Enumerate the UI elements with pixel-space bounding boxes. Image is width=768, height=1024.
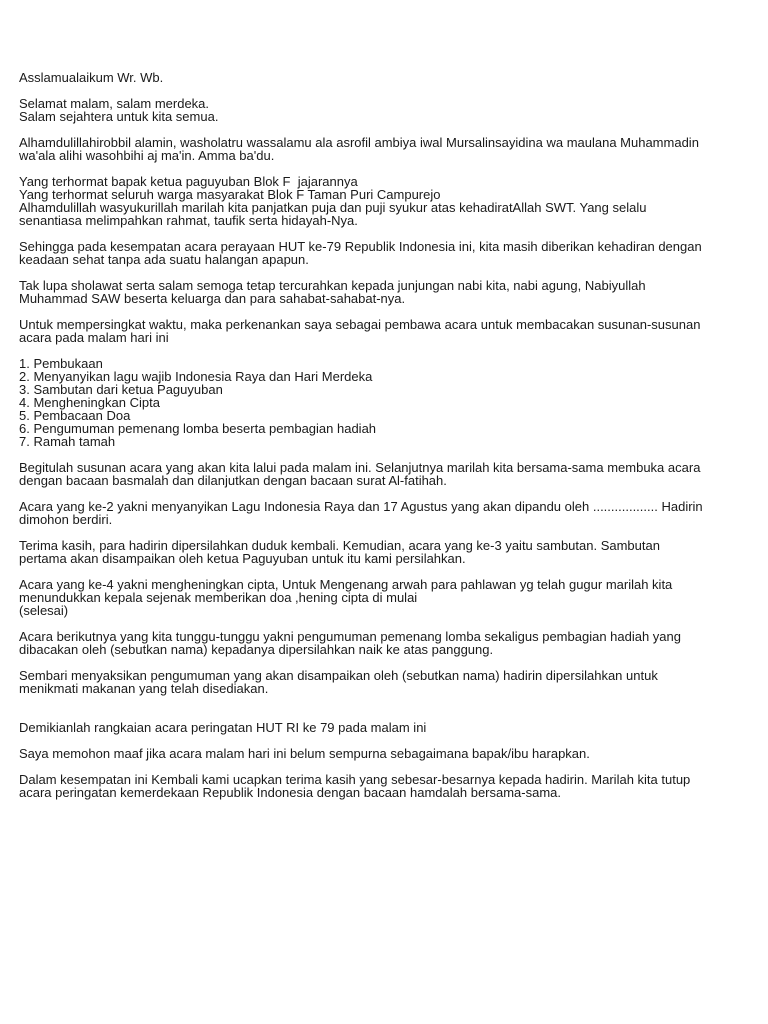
text-line: Muhammad SAW beserta keluarga dan para sahabat-sahabat-nya. [19, 291, 406, 306]
paragraph [19, 71, 759, 84]
text-line: 3. Sambutan dari ketua Paguyuban [19, 382, 223, 397]
text-line: Yang terhormat seluruh warga masyarakat Blok F Taman Puri Campurejo [19, 187, 441, 202]
text-line: 7. Ramah tamah [19, 434, 116, 449]
paragraph [19, 669, 759, 695]
text-line: 5. Pembacaan Doa [19, 408, 131, 423]
text-line: 1. Pembukaan [19, 356, 103, 371]
paragraph [19, 136, 759, 162]
paragraph [19, 721, 759, 734]
text-line: dimohon berdiri. [19, 512, 113, 527]
text-line: Acara berikutnya yang kita tunggu-tunggu yakni pengumuman pemenang lomba sekaligus pembagian hadiah yang [19, 629, 681, 644]
document-body [19, 71, 759, 812]
text-line: acara peringatan kemerdekaan Republik Indonesia dengan bacaan hamdalah bersama-sama. [19, 785, 562, 800]
text-line: Dalam kesempatan ini Kembali kami ucapkan terima kasih yang sebesar-besarnya kepada hadirin. Marilah kita tutup [19, 772, 691, 787]
text-line: dibacakan oleh (sebutkan nama) kepadanya dipersilahkan naik ke atas panggung. [19, 642, 494, 657]
text-line: wa'ala alihi wasohbihi aj ma'in. Amma ba'du. [19, 148, 275, 163]
text-line: Alhamdulillahirobbil alamin, washolatru wassalamu ala asrofil ambiya iwal Mursalinsayidina wa maulana Muhammadin [19, 135, 699, 150]
text-line: menikmati makanan yang telah disediakan. [19, 681, 269, 696]
text-line: Acara yang ke-4 yakni mengheningkan cipta, Untuk Mengenang arwah para pahlawan yg telah gugur marilah kita [19, 577, 673, 592]
paragraph [19, 318, 759, 344]
text-line: 4. Mengheningkan Cipta [19, 395, 160, 410]
paragraph [19, 279, 759, 305]
text-line: 2. Menyanyikan lagu wajib Indonesia Raya dan Hari Merdeka [19, 369, 373, 384]
text-line: Tak lupa sholawat serta salam semoga tetap tercurahkan kepada junjungan nabi kita, nabi agung, Nabiyullah [19, 278, 646, 293]
text-line: Selamat malam, salam merdeka. [19, 96, 210, 111]
paragraph [19, 97, 759, 123]
paragraph [19, 500, 759, 526]
text-line: (selesai) [19, 603, 69, 618]
text-line: Demikianlah rangkaian acara peringatan HUT RI ke 79 pada malam ini [19, 720, 427, 735]
text-line: dengan bacaan basmalah dan dilanjutkan dengan bacaan surat Al-fatihah. [19, 473, 447, 488]
paragraph [19, 773, 759, 799]
paragraph [19, 175, 759, 227]
text-line: Acara yang ke-2 yakni menyanyikan Lagu Indonesia Raya dan 17 Agustus yang akan dipandu oleh .................. Hadirin [19, 499, 703, 514]
text-line: keadaan sehat tanpa ada suatu halangan apapun. [19, 252, 309, 267]
text-line: Begitulah susunan acara yang akan kita lalui pada malam ini. Selanjutnya marilah kita bersama-sama membuka acara [19, 460, 701, 475]
paragraph [19, 630, 759, 656]
text-line: senantiasa melimpahkan rahmat, taufik serta hidayah-Nya. [19, 213, 358, 228]
text-line: Sehingga pada kesempatan acara perayaan HUT ke-79 Republik Indonesia ini, kita masih diberikan kehadiran dengan [19, 239, 702, 254]
text-line: Salam sejahtera untuk kita semua. [19, 109, 219, 124]
text-line: 6. Pengumuman pemenang lomba beserta pembagian hadiah [19, 421, 377, 436]
text-line: Untuk mempersingkat waktu, maka perkenankan saya sebagai pembawa acara untuk membacakan susunan-susunan [19, 317, 701, 332]
text-line: Alhamdulillah wasyukurillah marilah kita panjatkan puja dan puji syukur atas kehadiratAllah SWT. Yang selalu [19, 200, 647, 215]
text-line: Saya memohon maaf jika acara malam hari ini belum sempurna sebagaimana bapak/ibu harapkan. [19, 746, 590, 761]
text-line: Terima kasih, para hadirin dipersilahkan duduk kembali. Kemudian, acara yang ke-3 yaitu sambutan. Sambutan [19, 538, 660, 553]
paragraph [19, 747, 759, 760]
text-line: Asslamualaikum Wr. Wb. [19, 70, 164, 85]
paragraph [19, 240, 759, 266]
paragraph [19, 461, 759, 487]
text-line: menundukkan kepala sejenak memberikan doa ,hening cipta di mulai [19, 590, 418, 605]
paragraph [19, 357, 759, 448]
text-line: Yang terhormat bapak ketua paguyuban Blok F jajarannya [19, 174, 358, 189]
paragraph [19, 539, 759, 565]
text-line: pertama akan disampaikan oleh ketua Paguyuban untuk itu kami persilahkan. [19, 551, 466, 566]
text-line: acara pada malam hari ini [19, 330, 169, 345]
text-line: Sembari menyaksikan pengumuman yang akan disampaikan oleh (sebutkan nama) hadirin dipersilahkan untuk [19, 668, 658, 683]
paragraph [19, 578, 759, 617]
